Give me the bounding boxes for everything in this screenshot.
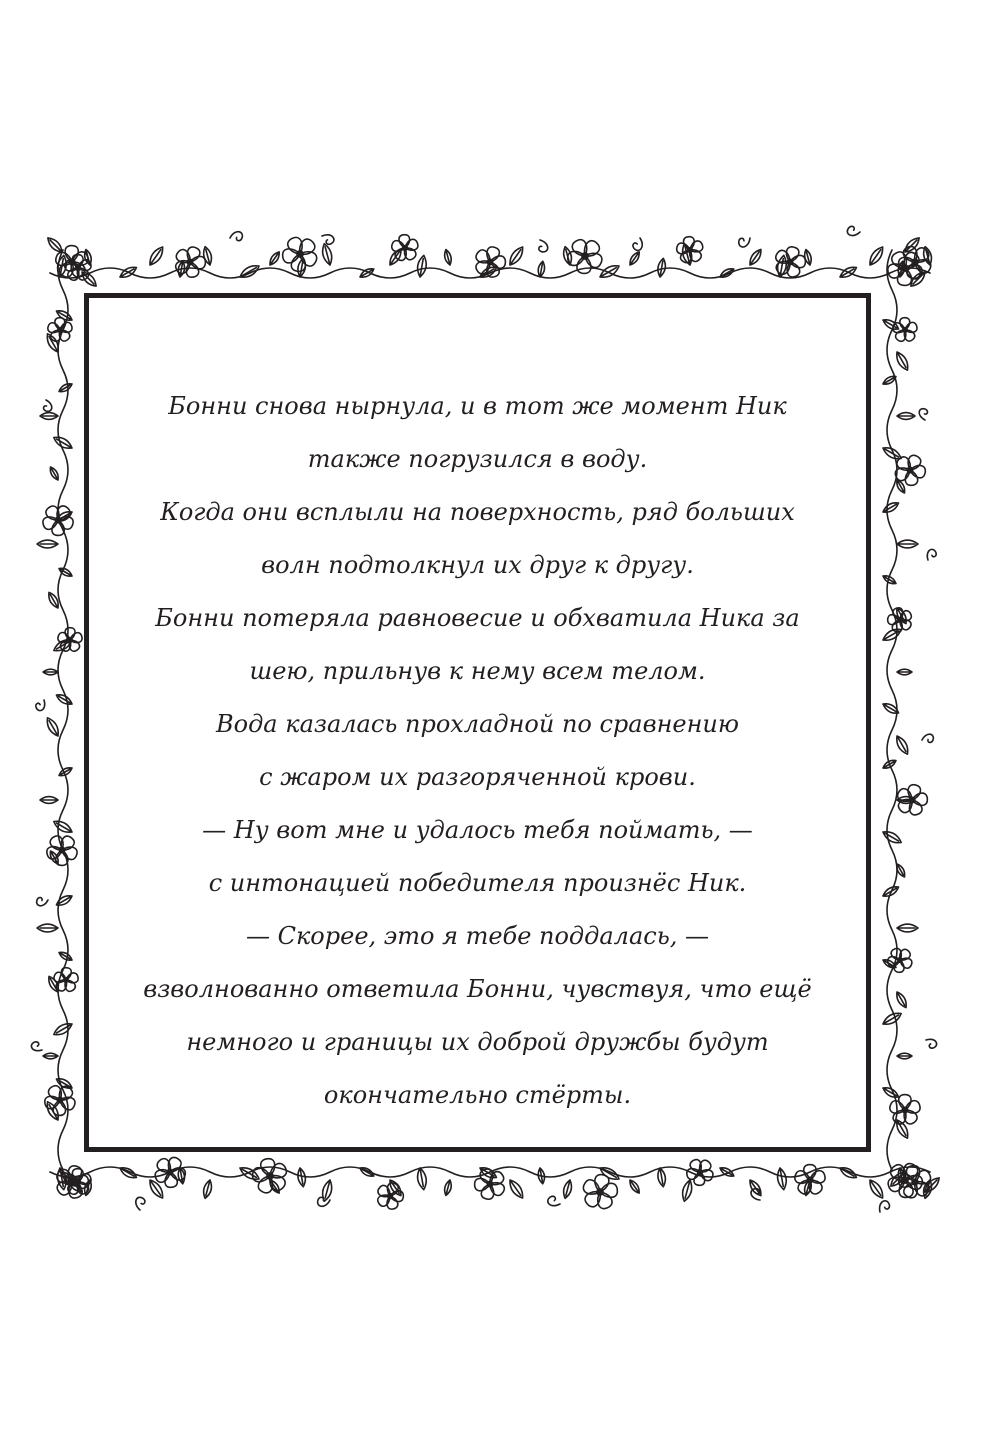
leaf-ornament xyxy=(202,246,214,266)
leaf-ornament xyxy=(881,317,900,332)
curl-ornament xyxy=(632,237,646,252)
leaf-ornament xyxy=(443,249,453,266)
leaf-ornament xyxy=(55,1076,74,1091)
leaf-ornament xyxy=(867,1178,886,1201)
leaf-ornament xyxy=(37,924,58,932)
leaf-ornament xyxy=(897,1053,912,1059)
leaf-ornament xyxy=(358,1165,375,1178)
text-line: — Ну вот мне и удалось тебя поймать, — xyxy=(202,816,753,844)
leaf-ornament xyxy=(718,1165,735,1178)
leaf-ornament xyxy=(507,1178,526,1201)
text-line: шею, прильнув к нему всем телом. xyxy=(249,657,706,685)
paragraph xyxy=(89,910,866,1122)
flower-ornament xyxy=(273,226,326,279)
leaf-ornament xyxy=(320,1179,334,1202)
leaf-ornament xyxy=(897,924,918,932)
leaf-ornament xyxy=(881,884,900,899)
leaf-ornament xyxy=(803,1179,813,1196)
leaf-ornament xyxy=(894,990,909,1009)
text-line: — Скорее, это я тебе поддалась, — xyxy=(245,922,710,950)
leaf-ornament xyxy=(416,255,428,278)
leaf-ornament xyxy=(897,669,912,675)
curl-ornament xyxy=(320,231,335,246)
leaf-ornament xyxy=(776,1167,788,1190)
curl-ornament xyxy=(846,225,861,238)
leaf-ornament xyxy=(52,1021,74,1038)
leaf-ornament xyxy=(680,243,694,266)
curl-ornament xyxy=(44,400,52,411)
leaf-ornament xyxy=(562,1179,574,1199)
leaf-ornament xyxy=(43,669,58,675)
leaf-ornament xyxy=(147,1178,166,1201)
flower-ornament xyxy=(883,1086,929,1133)
leaf-ornament xyxy=(867,245,886,268)
leaf-ornament xyxy=(118,264,138,280)
leaf-ornament xyxy=(882,758,898,770)
leaf-ornament xyxy=(37,540,58,548)
leaf-ornament xyxy=(202,1179,214,1199)
leaf-ornament xyxy=(747,247,764,267)
leaf-ornament xyxy=(897,540,918,548)
leaf-ornament xyxy=(537,1167,546,1184)
leaf-ornament xyxy=(803,249,813,266)
leaf-ornament xyxy=(443,1179,453,1196)
leaf-ornament xyxy=(40,413,58,420)
curl-ornament xyxy=(924,1036,938,1050)
leaf-ornament xyxy=(268,250,282,267)
leaf-ornament xyxy=(44,716,61,738)
curl-ornament xyxy=(30,1040,44,1054)
text-line: также погрузился в воду. xyxy=(307,445,648,473)
leaf-ornament xyxy=(537,261,546,278)
curl-ornament xyxy=(34,698,48,712)
leaf-ornament xyxy=(656,1167,666,1187)
leaf-ornament xyxy=(55,893,74,908)
curl-ornament xyxy=(737,235,752,248)
paragraph xyxy=(89,698,866,804)
leaf-ornament xyxy=(881,829,903,846)
leaf-ornament xyxy=(358,266,375,279)
leaf-ornament xyxy=(40,797,58,804)
leaf-ornament xyxy=(881,500,900,515)
curl-ornament xyxy=(134,1196,146,1210)
text-line: Вода казалась прохладной по сравнению xyxy=(216,710,739,738)
flower-ornament xyxy=(577,1166,627,1216)
paragraph xyxy=(89,380,866,486)
flower-ornament xyxy=(146,1148,192,1194)
paragraph xyxy=(89,592,866,698)
leaf-ornament xyxy=(52,818,74,835)
leaf-ornament xyxy=(43,1053,58,1059)
text-line: взволнованно ответила Бонни, чувствуя, что ещё xyxy=(143,975,812,1003)
curl-ornament xyxy=(922,734,933,742)
leaf-ornament xyxy=(562,246,574,266)
flower-ornament xyxy=(41,827,84,870)
leaf-ornament xyxy=(238,262,261,280)
text-line: с жаром их разгоряченной крови. xyxy=(259,763,696,791)
leaf-ornament xyxy=(894,1118,911,1140)
text-line: окончательно стёрты. xyxy=(323,1081,632,1109)
leaf-ornament xyxy=(387,247,404,267)
leaf-ornament xyxy=(628,1178,642,1195)
leaf-ornament xyxy=(147,245,166,268)
flower-ornament xyxy=(386,228,424,265)
leaf-ornament xyxy=(507,245,526,268)
text-line: волн подтолкнул их друг к другу. xyxy=(261,551,694,579)
leaf-ornament xyxy=(58,382,74,394)
curl-ornament xyxy=(537,239,548,253)
flower-ornament xyxy=(883,941,919,976)
flower-ornament xyxy=(167,239,210,283)
curl-ornament xyxy=(924,548,938,562)
leaf-ornament xyxy=(320,243,334,266)
leaf-ornament xyxy=(897,797,915,804)
leaf-ornament xyxy=(680,1179,694,1202)
story-text xyxy=(89,380,866,1122)
text-panel xyxy=(84,293,871,1152)
leaf-ornament xyxy=(79,269,99,289)
curl-ornament xyxy=(546,1195,561,1209)
leaf-ornament xyxy=(118,1165,138,1181)
paragraph xyxy=(89,804,866,910)
text-line: Когда они всплыли на поверхность, ряд больших xyxy=(160,498,795,526)
leaf-ornament xyxy=(296,1167,306,1187)
leaf-ornament xyxy=(598,262,621,280)
leaf-ornament xyxy=(894,734,911,756)
leaf-ornament xyxy=(747,1178,764,1198)
leaf-ornament xyxy=(718,266,735,279)
curl-ornament xyxy=(37,898,48,906)
leaf-ornament xyxy=(894,350,911,372)
leaf-ornament xyxy=(776,255,788,278)
leaf-ornament xyxy=(881,445,903,462)
text-line: с интонацией победителя произнёс Ник. xyxy=(208,869,747,897)
text-line: немного и границы их доброй дружбы будут xyxy=(186,1028,769,1056)
leaf-ornament xyxy=(881,1010,903,1027)
flower-ornament xyxy=(561,230,611,280)
text-line: Бонни потеряла равновесие и обхватила Ника за xyxy=(155,604,800,632)
text-line: Бонни снова нырнула, и в тот же момент Ник xyxy=(168,392,787,420)
leaf-ornament xyxy=(838,264,858,280)
curl-ornament xyxy=(230,232,242,241)
flower-ornament xyxy=(891,1156,941,1206)
leaf-ornament xyxy=(838,1165,858,1181)
leaf-ornament xyxy=(628,250,642,267)
leaf-ornament xyxy=(177,261,186,278)
leaf-ornament xyxy=(656,258,666,278)
paragraph xyxy=(89,486,866,592)
leaf-ornament xyxy=(58,950,74,962)
leaf-ornament xyxy=(45,235,65,255)
leaf-ornament xyxy=(48,466,60,482)
leaf-ornament xyxy=(416,1167,428,1190)
curl-ornament xyxy=(876,1199,891,1214)
leaf-ornament xyxy=(897,413,915,420)
curl-ornament xyxy=(919,409,927,420)
